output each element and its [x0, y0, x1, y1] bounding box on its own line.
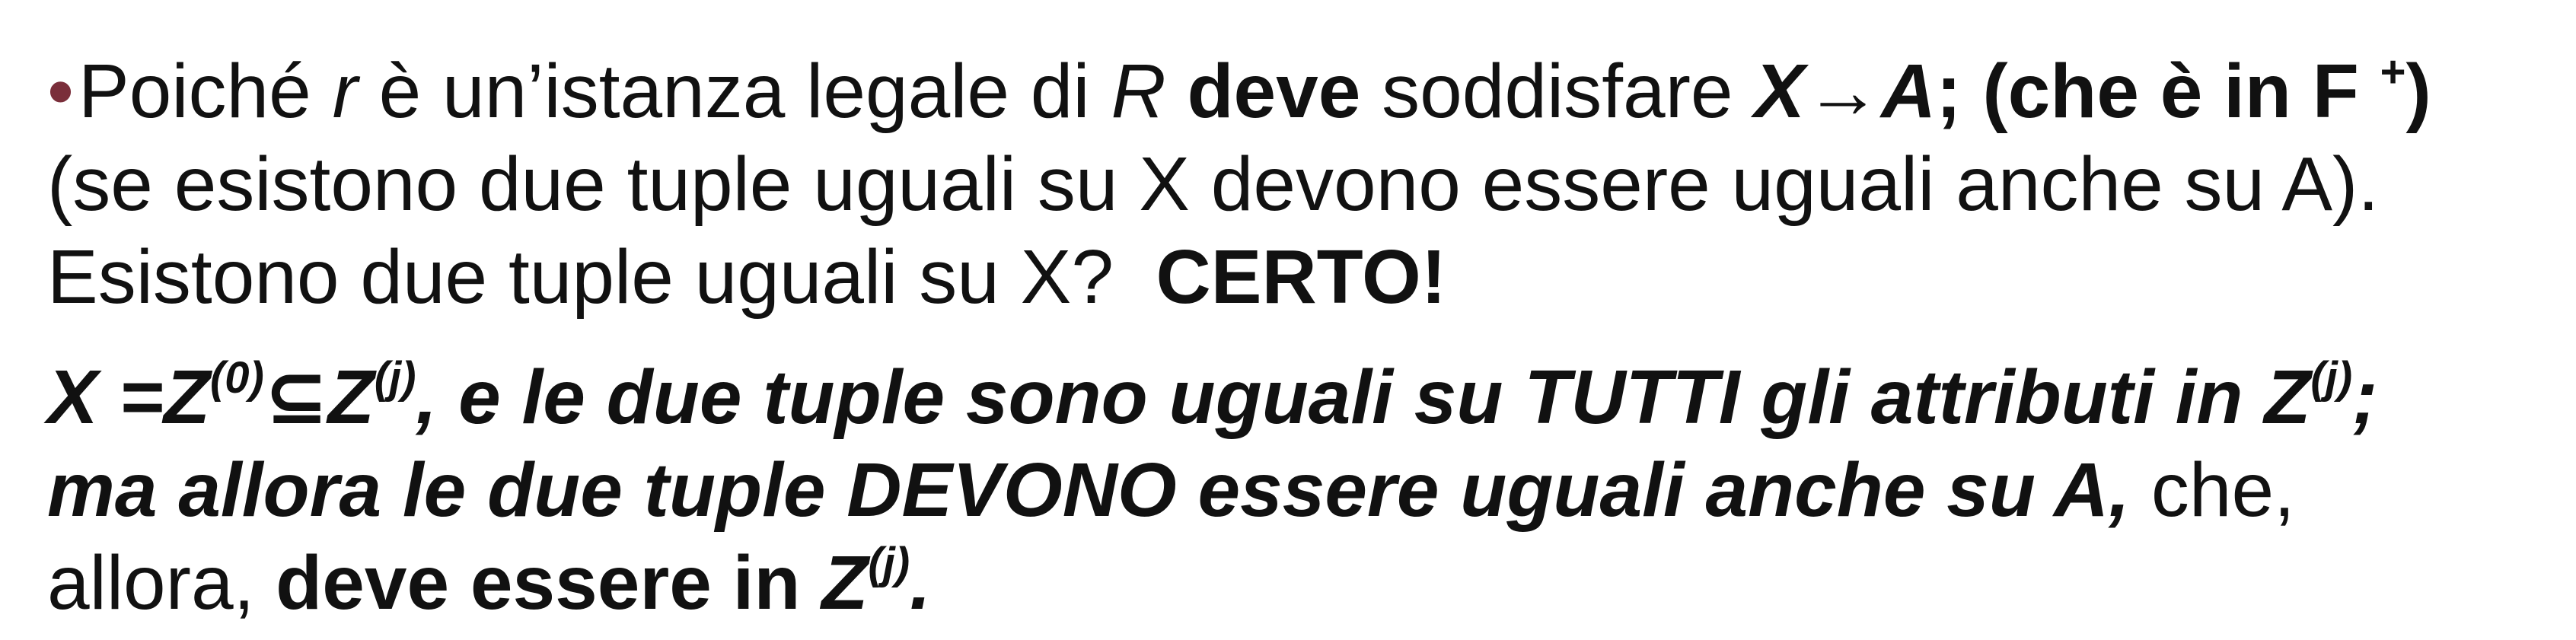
text-line-5 — [47, 444, 2295, 536]
math-X: X — [47, 355, 120, 440]
superscript-0: (0) — [209, 353, 264, 403]
fd-A: A — [1881, 49, 1937, 134]
superscript-j: (j) — [374, 353, 416, 403]
text-line-1 — [47, 46, 2431, 148]
math-Z0: Z — [163, 355, 210, 440]
line3-question: Esistono due tuple uguali su X? — [47, 234, 1156, 320]
superscript-j-2: (j) — [2310, 353, 2353, 403]
text-line-2 — [47, 139, 2379, 230]
line3-answer: CERTO! — [1156, 234, 1447, 320]
line6-end: . — [910, 540, 931, 626]
text-line-6 — [47, 537, 931, 640]
equals-sign: = — [119, 355, 164, 440]
line1-close-paren: ) — [2405, 49, 2431, 134]
bullet-icon: • — [47, 49, 75, 134]
math-Z-final: Z — [821, 540, 869, 626]
line5-plain: che, — [2130, 447, 2295, 533]
var-r: r — [332, 49, 358, 134]
text-line-4 — [47, 352, 2377, 454]
line5-bold-italic: ma allora le due tuple DEVONO essere uguali anche su A, — [47, 447, 2131, 533]
relation-R: R — [1111, 49, 1166, 134]
math-Zj: Z — [327, 355, 375, 440]
fd-X: X — [1754, 49, 1806, 134]
math-Zj-2: Z — [2264, 355, 2311, 440]
superscript-j-final: (j) — [868, 539, 910, 588]
text-line-3 — [47, 231, 1446, 323]
line1-text-c: soddisfare — [1360, 49, 1755, 134]
line6-plain: allora, — [47, 540, 276, 626]
arrow-icon: → — [1805, 49, 1882, 134]
line4-text: , e le due tuple sono uguali su TUTTI gli attributi in — [416, 355, 2265, 440]
line1-space — [1166, 49, 1188, 134]
subseteq-icon: ⊆ — [263, 355, 328, 440]
line1-text-d: ; (che è in F — [1936, 49, 2380, 134]
line6-bold: deve essere in — [276, 540, 822, 626]
line1-text-a: Poiché — [78, 49, 333, 134]
line2-text: (se esistono due tuple uguali su X devono essere uguali anche su A). — [47, 142, 2380, 227]
word-deve: deve — [1187, 49, 1361, 134]
closure-plus: + — [2380, 47, 2406, 97]
line1-text-b: è un’istanza legale di — [357, 49, 1111, 134]
line4-end: ; — [2352, 355, 2378, 440]
